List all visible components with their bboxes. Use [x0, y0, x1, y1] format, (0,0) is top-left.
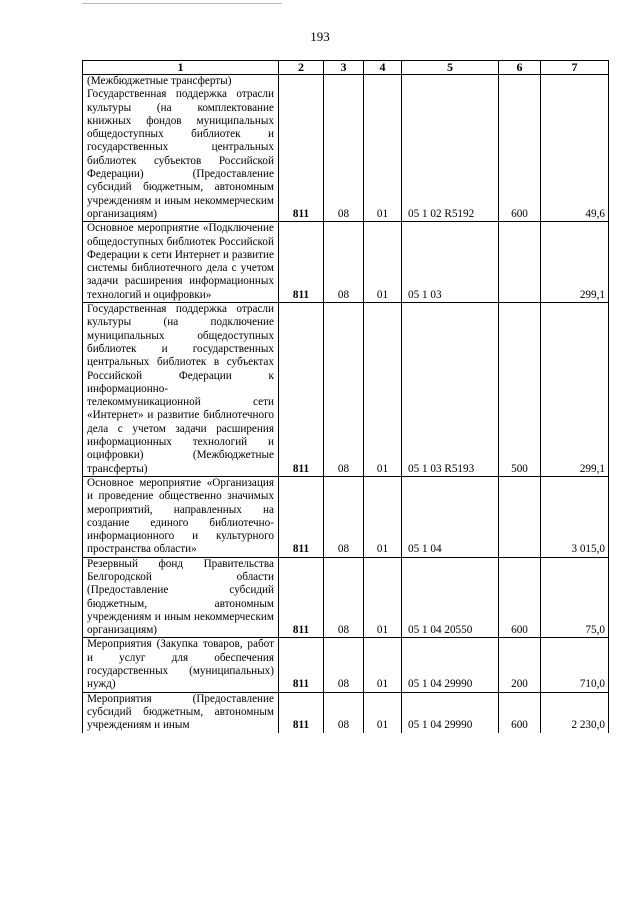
grbs-cell: 811 [279, 638, 324, 692]
section-cell: 08 [324, 75, 364, 222]
column-header: 2 [279, 61, 324, 75]
amount-cell: 710,0 [541, 638, 609, 692]
amount-cell: 299,1 [541, 303, 609, 477]
target-article-cell: 05 1 03 [402, 222, 499, 303]
amount-cell: 75,0 [541, 557, 609, 638]
expense-type-cell [499, 476, 541, 557]
budget-table [82, 60, 609, 733]
table-row [83, 222, 609, 303]
table-row [83, 557, 609, 638]
target-article-cell: 05 1 04 29990 [402, 692, 499, 732]
subsection-cell: 01 [364, 557, 402, 638]
section-cell: 08 [324, 692, 364, 732]
expense-type-cell: 600 [499, 692, 541, 732]
row-name-cell: Основное мероприятие «Подключение общедоступных библиотек Российской Федерации к сети Интернет и развитие системы библиотечного дела с учетом задачи расширения информационных технологий и оцифровки» [83, 222, 279, 303]
grbs-cell: 811 [279, 692, 324, 732]
expense-type-cell [499, 222, 541, 303]
header-row [83, 61, 609, 75]
subsection-cell: 01 [364, 692, 402, 732]
table-row [83, 303, 609, 477]
column-header: 6 [499, 61, 541, 75]
subsection-cell: 01 [364, 222, 402, 303]
target-article-cell: 05 1 04 20550 [402, 557, 499, 638]
subsection-cell: 01 [364, 638, 402, 692]
section-cell: 08 [324, 303, 364, 477]
target-article-cell: 05 1 04 29990 [402, 638, 499, 692]
grbs-cell: 811 [279, 476, 324, 557]
expense-type-cell: 500 [499, 303, 541, 477]
expense-type-cell: 600 [499, 557, 541, 638]
column-header: 7 [541, 61, 609, 75]
amount-cell: 299,1 [541, 222, 609, 303]
subsection-cell: 01 [364, 303, 402, 477]
target-article-cell: 05 1 02 R5192 [402, 75, 499, 222]
grbs-cell: 811 [279, 557, 324, 638]
section-cell: 08 [324, 476, 364, 557]
target-article-cell: 05 1 04 [402, 476, 499, 557]
row-name-cell: Мероприятия (Предоставление субсидий бюджетным, автономным учреждениям и иным [83, 692, 279, 732]
column-header: 4 [364, 61, 402, 75]
grbs-cell: 811 [279, 303, 324, 477]
amount-cell: 3 015,0 [541, 476, 609, 557]
row-name-cell: Основное мероприятие «Организация и проведение общественно значимых мероприятий, направленных на создание единого библиотечно-информационного и культурного пространства области» [83, 476, 279, 557]
table-row [83, 638, 609, 692]
grbs-cell: 811 [279, 75, 324, 222]
expense-type-cell: 600 [499, 75, 541, 222]
amount-cell: 49,6 [541, 75, 609, 222]
row-name-cell: Государственная поддержка отрасли культуры (на подключение муниципальных общедоступных библиотек и государственных центральных библиотек в субъектах Российской Федерации к информационно-телекоммуникационной сети «Интернет» и развитие библиотечного дела с учетом задачи расширения информационных технологий и оцифровки) (Межбюджетные трансферты) [83, 303, 279, 477]
grbs-cell: 811 [279, 222, 324, 303]
section-cell: 08 [324, 638, 364, 692]
row-name-cell: (Межбюджетные трансферты) Государственная поддержка отрасли культуры (на комплектование книжных фондов муниципальных общедоступных библиотек и государственных центральных библиотек субъектов Российской Федерации) (Предоставление субсидий бюджетным, автономным учреждениям и иным некоммерческим организациям) [83, 75, 279, 222]
table-row [83, 476, 609, 557]
subsection-cell: 01 [364, 476, 402, 557]
column-header: 3 [324, 61, 364, 75]
table-row [83, 75, 609, 222]
top-edge-line [82, 3, 282, 4]
column-header: 1 [83, 61, 279, 75]
section-cell: 08 [324, 557, 364, 638]
table-row [83, 692, 609, 732]
page-number: 193 [310, 29, 330, 44]
row-name-cell: Резервный фонд Правительства Белгородской области (Предоставление субсидий бюджетным, автономным учреждениям и иным некоммерческим организациям) [83, 557, 279, 638]
subsection-cell: 01 [364, 75, 402, 222]
section-cell: 08 [324, 222, 364, 303]
amount-cell: 2 230,0 [541, 692, 609, 732]
expense-type-cell: 200 [499, 638, 541, 692]
row-name-cell: Мероприятия (Закупка товаров, работ и услуг для обеспечения государственных (муниципальных) нужд) [83, 638, 279, 692]
column-header: 5 [402, 61, 499, 75]
target-article-cell: 05 1 03 R5193 [402, 303, 499, 477]
